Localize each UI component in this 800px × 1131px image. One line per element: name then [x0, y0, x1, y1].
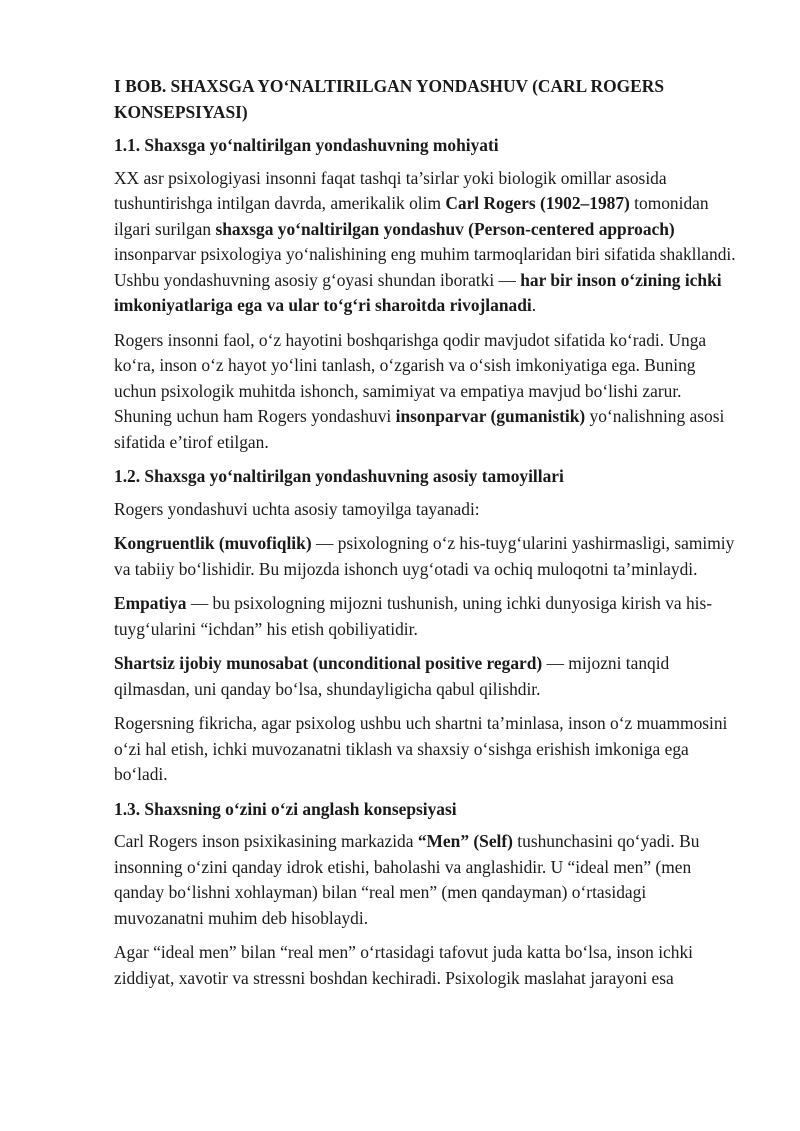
chapter-title-line-1: I BOB. SHAXSGA YO‘NALTIRILGAN YONDASHUV (CARL ROGERS — [114, 76, 665, 96]
bold-run: shaxsga yo‘naltirilgan yondashuv (Person-centered approach) — [215, 218, 675, 239]
bold-run: Carl Rogers (1902–1987) — [445, 193, 630, 213]
section-1-2-heading: 1.2. Shaxsga yo‘naltirilgan yondashuvning asosiy tamoyillari — [114, 466, 564, 486]
bold-run: insonparvar (gumanistik) — [395, 406, 586, 426]
text-run: yo‘nalishning asosi sifatida e’tirof etilgan. — [114, 406, 725, 452]
text-run: tushunchasini qo‘yadi. Bu insonning o‘zini qanday idrok etishi, baholashi va anglashidir. U “ideal men” (men qanday bo‘lishni xohlayman) bilan “real men” (men qandayman) o‘rtasidagi muvozanatni muhim deb hisoblaydi. — [114, 831, 700, 928]
text-run: XX asr psixologiyasi insonni faqat tashqi ta’sirlar yoki biologik omillar asosida tushuntirishga intilgan davrda, amerikalik olim — [114, 167, 667, 213]
principle-term: Shartsiz ijobiy munosabat (unconditional positive regard) — [114, 653, 543, 673]
principle-unconditional-regard — [114, 651, 740, 702]
principle-empathy — [114, 591, 740, 642]
bold-run: “Men” (Self) — [417, 831, 513, 851]
chapter-title-line-2: KONSEPSIYASI) — [114, 101, 248, 122]
section-1-3-heading: 1.3. Shaxsning o‘zini o‘zi anglash konsepsiyasi — [114, 798, 457, 819]
text-run: tomonidan ilgari surilgan — [114, 193, 709, 239]
text-run: Carl Rogers inson psixikasining markazida — [114, 831, 418, 851]
text-run: . — [531, 295, 537, 315]
section-1-1-heading: 1.1. Shaxsga yo‘naltirilgan yondashuvning mohiyati — [114, 135, 499, 155]
principle-term: Empatiya — [114, 593, 187, 613]
principle-term: Kongruentlik (muvofiqlik) — [114, 533, 312, 553]
section-1-1-paragraph-2 — [114, 328, 740, 456]
section-1-3-paragraph-2: Agar “ideal men” bilan “real men” o‘rtasidagi tafovut juda katta bo‘lsa, inson ichki ziddiyat, xavotir va stressni boshdan kechiradi. Psixologik maslahat jarayoni esa — [114, 942, 693, 988]
section-1-1-paragraph-1 — [114, 166, 740, 319]
text-run: insonparvar psixologiya yo‘nalishining eng muhim tarmoqlaridan biri sifatida shakllandi. Ushbu yondashuvning asosiy g‘oyasi shundan iboratki — — [114, 244, 736, 290]
chapter-title — [114, 74, 740, 125]
section-1-2-conclusion: Rogersning fikricha, agar psixolog ushbu uch shartni ta’minlasa, inson o‘z muammosini o‘zi hal etish, ichki muvozanatni tiklash va shaxsiy o‘sishga erishish imkoniga ega bo‘ladi. — [114, 713, 728, 784]
principle-text: — psixologning o‘z his-tuyg‘ularini yashirmasligi, samimiy va tabiiy bo‘lishidir. Bu mijozda ishonch uyg‘otadi va ochiq muloqotni ta’minlaydi. — [114, 533, 735, 579]
bold-run: har bir inson o‘zining ichki imkoniyatlariga ega va ular to‘g‘ri sharoitda rivojlanadi — [114, 269, 722, 315]
principle-text: — mijozni tanqid qilmasdan, uni qanday bo‘lsa, shundayligicha qabul qilishdir. — [114, 653, 670, 699]
section-1-3-paragraph-1 — [114, 829, 740, 931]
principle-text: — bu psixologning mijozni tushunish, uning ichki dunyosiga kirish va his-tuyg‘ularini “ichdan” his etish qobiliyatidir. — [114, 593, 713, 639]
text-run: Rogers insonni faol, o‘z hayotini boshqarishga qodir mavjudot sifatida ko‘radi. Unga ko‘ra, inson o‘z hayot yo‘lini tanlash, o‘zgarish va o‘sish imkoniyatiga ega. Buning uchun psixologik muhitda ishonch, samimiyat va empatiya mavjud bo‘lishi zarur. Shuning uchun ham Rogers yondashuvi — [114, 329, 707, 426]
section-1-2-intro: Rogers yondashuvi uchta asosiy tamoyilga tayanadi: — [114, 498, 480, 519]
principle-congruence — [114, 531, 740, 582]
